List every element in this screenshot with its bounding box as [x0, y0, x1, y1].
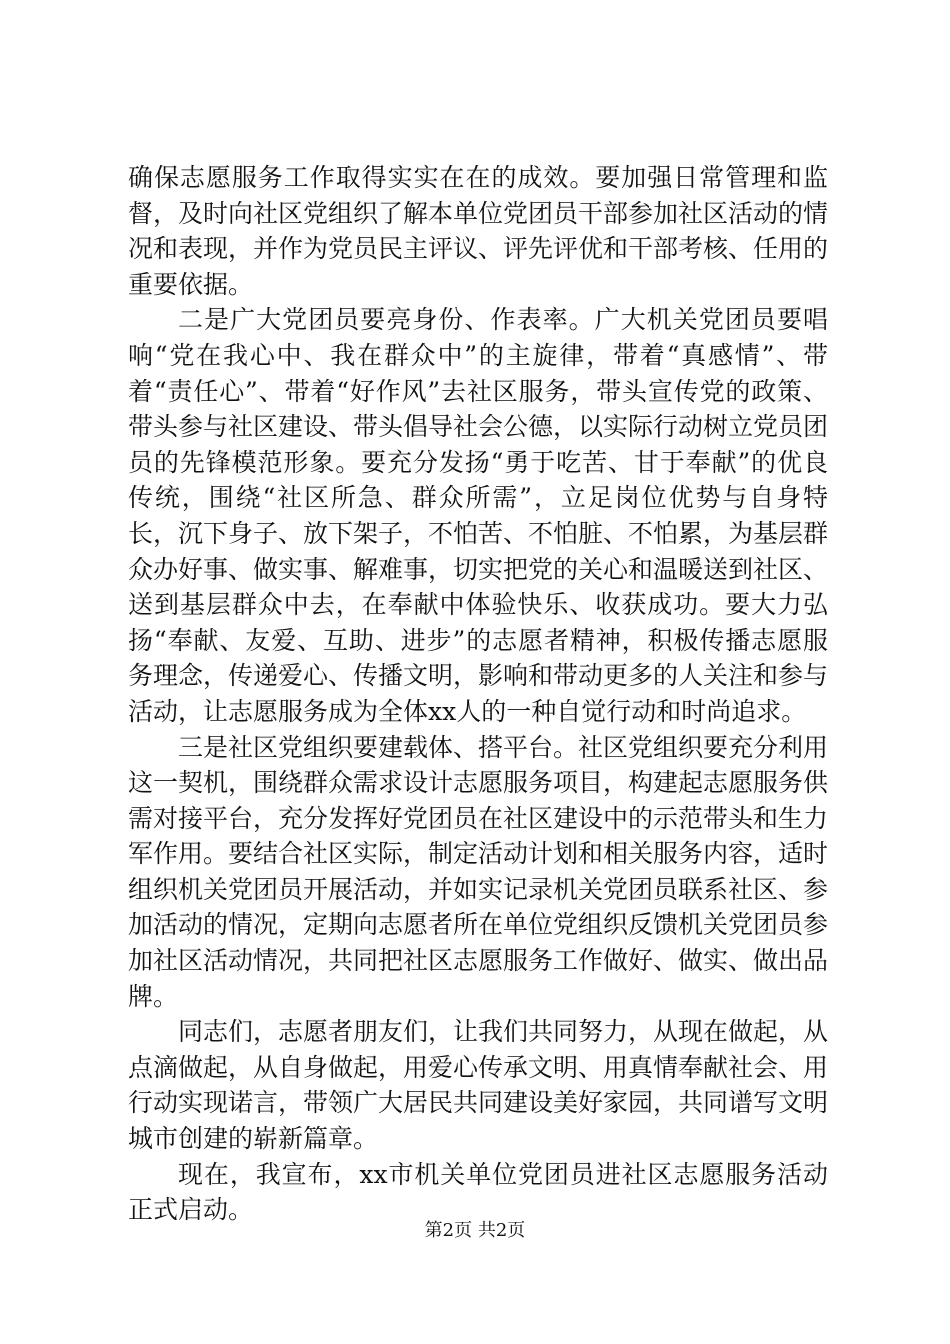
paragraph-3: 三是社区党组织要建载体、搭平台。社区党组织要充分利用这一契机，围绕群众需求设计志愿服务项目，构建起志愿服务供需对接平台，充分发挥好党团员在社区建设中的示范带头和生力军作用。要结合社区实际，制定活动计划和相关服务内容，适时组织机关党团员开展活动，并如实记录机关党团员联系社区、参加活动的情况，定期向志愿者所在单位党组织反馈机关党团员参加社区活动情况，共同把社区志愿服务工作做好、做实、做出品牌。 [128, 732, 829, 1011]
paragraph-2: 二是广大党团员要亮身份、作表率。广大机关党团员要唱响“党在我心中、我在群众中”的主旋律，带着“真感情”、带着“责任心”、带着“好作风”去社区服务，带头宣传党的政策、带头参与社区建设、带头倡导社会公德，以实际行动树立党员团员的先锋模范形象。要充分发扬“勇于吃苦、甘于奉献”的优良传统，围绕“社区所急、群众所需”，立足岗位优势与自身特长，沉下身子、放下架子，不怕苦、不怕脏、不怕累，为基层群众办好事、做实事、解难事，切实把党的关心和温暖送到社区、送到基层群众中去，在奉献中体验快乐、收获成功。要大力弘扬“奉献、友爱、互助、进步”的志愿者精神，积极传播志愿服务理念，传递爱心、传播文明，影响和带动更多的人关注和参与活动，让志愿服务成为全体xx人的一种自觉行动和时尚追求。 [128, 305, 829, 726]
document-body [128, 160, 828, 1228]
paragraph-5: 现在，我宣布，xx市机关单位党团员进社区志愿服务活动正式启动。 [128, 1159, 828, 1225]
page-footer: 第2页 共2页 [424, 1220, 526, 1241]
paragraph-1: 确保志愿服务工作取得实实在在的成效。要加强日常管理和监督，及时向社区党组织了解本单位党团员干部参加社区活动的情况和表现，并作为党员民主评议、评先评优和干部考核、任用的重要依据。 [128, 163, 829, 299]
paragraph-4: 同志们，志愿者朋友们，让我们共同努力，从现在做起，从点滴做起，从自身做起，用爱心传承文明、用真情奉献社会、用行动实现诺言，带领广大居民共同建设美好家园，共同谱写文明城市创建的崭新篇章。 [128, 1017, 829, 1154]
